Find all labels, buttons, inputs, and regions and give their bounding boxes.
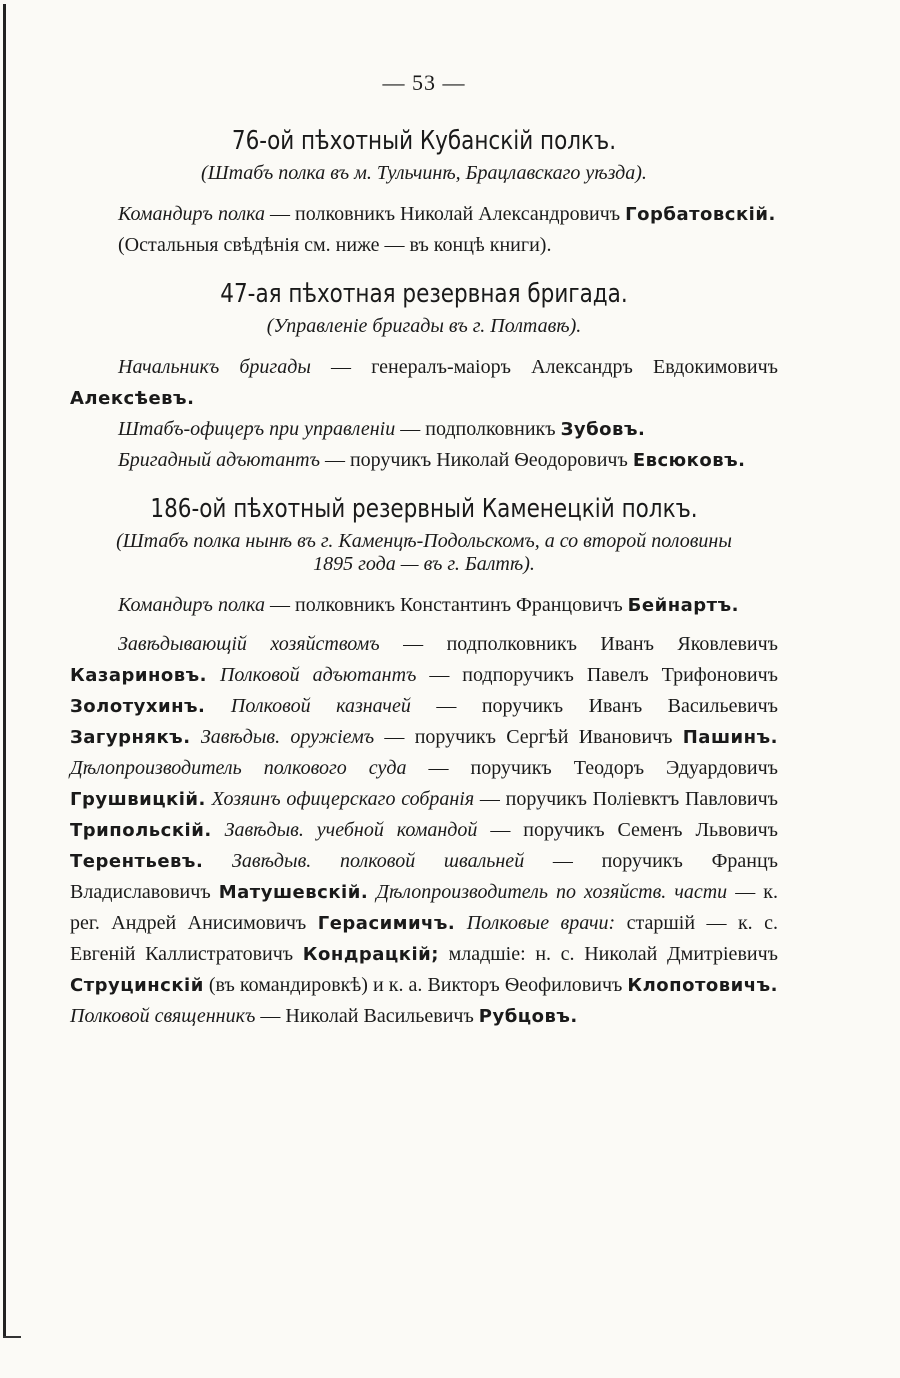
page-binding-mark <box>3 1336 21 1338</box>
section-subheading: (Управленіе бригады въ г. Полтавѣ). <box>266 315 582 337</box>
paragraph-text: — поручикъ Теодоръ Эдуардовичъ <box>406 757 778 779</box>
paragraph-text: (въ командировкѣ) и к. а. Викторъ Ѳеофиловичъ <box>203 974 628 996</box>
paragraph-text: — подполковникъ Иванъ Яковлевичъ <box>379 633 778 655</box>
role-label: Штабъ-офицеръ при управленіи <box>118 418 396 440</box>
paragraph-text: — полковникъ Константинъ Францовичъ <box>265 594 628 616</box>
surname: Зубовъ. <box>560 419 646 440</box>
surname: Рубцовъ. <box>478 1006 578 1027</box>
paragraph-text: младшіе: н. с. Николай Дмитріевичъ <box>438 943 778 965</box>
page-number: — 53 — <box>382 70 466 95</box>
section-subheading: (Штабъ полка въ м. Тульчинѣ, Брацлавскаго уѣзда). <box>201 162 647 184</box>
paragraph-commander <box>70 199 778 230</box>
surname: Пашинъ. <box>682 727 778 748</box>
book-page <box>70 70 778 1032</box>
role-label: Завѣдыв. учебной командой <box>211 819 478 841</box>
role-label: Командиръ полка <box>118 594 266 616</box>
paragraph-commander <box>70 590 778 621</box>
paragraph-text: — поручикъ Иванъ Васильевичъ <box>410 695 778 717</box>
surname: Бейнартъ. <box>627 595 739 616</box>
paragraph-regiment-officers <box>70 629 778 1032</box>
paragraph-text: — к. рег. Андрей Анисимовичъ <box>70 881 778 934</box>
surname: Терентьевъ. <box>70 851 204 872</box>
role-label: Полковой священникъ <box>70 1005 256 1027</box>
role-label: Дѣлопроизводитель по хозяйств. части <box>368 881 728 903</box>
surname: Клопотовичъ. <box>627 975 778 996</box>
role-label: Дѣлопроизводитель полкового суда <box>70 757 407 779</box>
role-label: Хозяинъ офицерскаго собранія <box>205 788 475 810</box>
paragraph-brigade-chief <box>70 352 778 414</box>
paragraph-text: — поручикъ Францъ Владиславовичъ <box>70 850 778 903</box>
role-label: Завѣдыв. полковой швальней <box>203 850 525 872</box>
section-subheading-line1: (Штабъ полка нынѣ въ г. Каменцѣ-Подольскомъ, а со второй половины <box>116 530 732 552</box>
section-heading-reserve-brigade: 47-ая пѣхотная резервная бригада. <box>220 279 628 309</box>
surname: Казариновъ. <box>70 665 208 686</box>
surname: Струцинскій <box>70 975 204 996</box>
paragraph-text: — подполковникъ <box>395 418 561 440</box>
paragraph-text: — поручикъ Сергѣй Ивановичъ <box>374 726 683 748</box>
role-label: Завѣдывающій хозяйствомъ <box>118 633 380 655</box>
role-label: Командиръ полка <box>118 203 266 225</box>
surname: Загурнякъ. <box>70 727 191 748</box>
role-label: Полковой казначей <box>205 695 411 717</box>
paragraph-text: — поручикъ Поліевктъ Павловичъ <box>474 788 779 810</box>
surname: Матушевскій. <box>218 882 369 903</box>
surname: Кондрацкій; <box>302 944 439 965</box>
role-label: Начальникъ бригады <box>118 356 311 378</box>
role-label: Бригадный адъютантъ <box>118 449 320 471</box>
role-label: Полковой адъютантъ <box>207 664 417 686</box>
page-binding-edge <box>3 4 6 1338</box>
surname: Грушвицкій. <box>70 789 206 810</box>
paragraph-text: — подпоручикъ Павелъ Трифоновичъ <box>416 664 778 686</box>
surname: Трипольскій. <box>70 820 212 841</box>
paragraph-text: — Николай Васильевичъ <box>255 1005 479 1027</box>
surname: Золотухинъ. <box>70 696 206 717</box>
paragraph-text: — генералъ-маіоръ Александръ Евдокимовичъ <box>310 356 778 378</box>
paragraph-text: — поручикъ Семенъ Львовичъ <box>477 819 778 841</box>
surname: Герасимичъ. <box>317 913 456 934</box>
paragraph-note: (Остальныя свѣдѣнія см. ниже — въ концѣ книги). <box>118 234 552 256</box>
paragraph-text: старшій — к. с. Евгеній Каллистратовичъ <box>70 912 779 965</box>
surname: Евсюковъ. <box>632 450 746 471</box>
paragraph-text: — полковникъ Николай Александровичъ <box>265 203 626 225</box>
role-label: Завѣдыв. оружіемъ <box>190 726 375 748</box>
surname: Алексѣевъ. <box>70 388 195 409</box>
role-label: Полковые врачи: <box>455 912 616 934</box>
section-heading-kamenets-regiment: 186-ой пѣхотный резервный Каменецкій полкъ. <box>150 494 698 524</box>
surname: Горбатовскій. <box>625 204 776 225</box>
paragraph-staff-officer <box>70 414 778 445</box>
paragraph-adjutant <box>70 445 778 476</box>
section-subheading-line2: 1895 года — въ г. Балтѣ). <box>313 553 535 575</box>
paragraph-text: — поручикъ Николай Ѳеодоровичъ <box>319 449 633 471</box>
section-heading-kuban-regiment: 76-ой пѣхотный Кубанскій полкъ. <box>231 126 617 156</box>
